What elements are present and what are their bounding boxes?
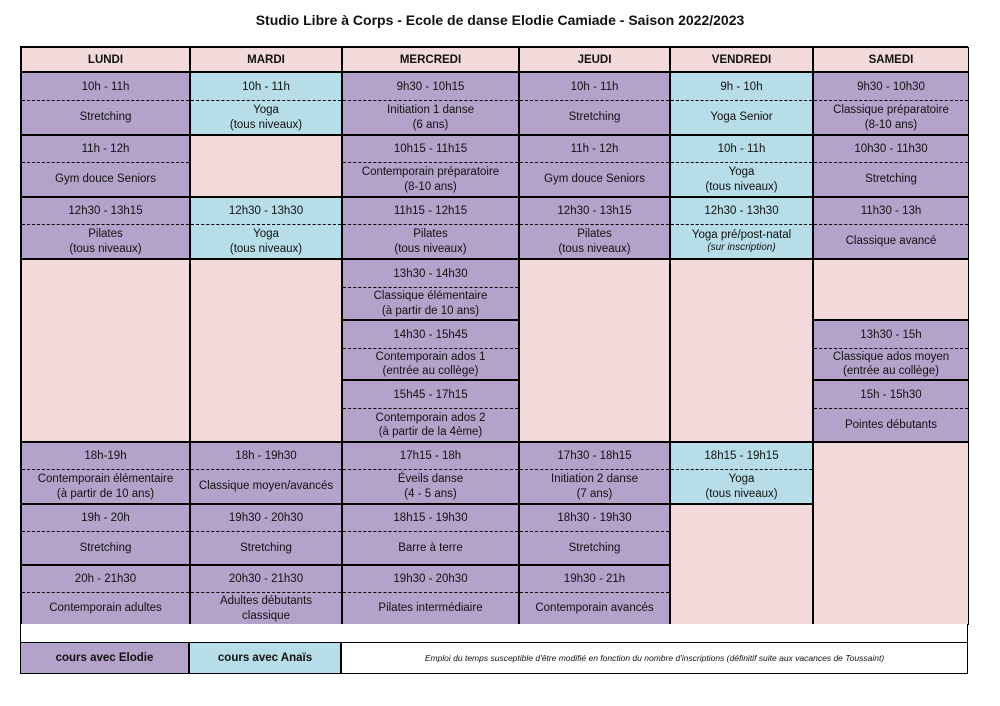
course-name: Initiation 2 danse bbox=[551, 473, 638, 486]
course-name: Pilates bbox=[413, 228, 448, 241]
course-name: Adultes débutants bbox=[219, 595, 313, 608]
course-name: Stretching bbox=[79, 541, 132, 554]
course-time: 17h15 - 18h bbox=[343, 443, 518, 470]
course-time: 9h30 - 10h30 bbox=[814, 73, 968, 101]
course-block bbox=[670, 72, 813, 135]
course-block bbox=[342, 320, 519, 380]
course-info bbox=[343, 349, 518, 379]
course-note: (tous niveaux) bbox=[394, 242, 467, 255]
course-time: 10h - 11h bbox=[22, 73, 189, 101]
empty-cell bbox=[670, 504, 813, 625]
course-note: (tous niveaux) bbox=[558, 242, 631, 255]
course-time: 10h15 - 11h15 bbox=[343, 136, 518, 163]
legend-anais: cours avec Anaïs bbox=[189, 642, 341, 674]
course-block bbox=[342, 72, 519, 135]
course-name: Yoga Senior bbox=[710, 111, 773, 124]
day-header-lundi: LUNDI bbox=[21, 47, 190, 72]
page-title: Studio Libre à Corps - Ecole de danse Elodie Camiade - Saison 2022/2023 bbox=[255, 12, 745, 28]
course-info bbox=[671, 225, 812, 258]
course-block bbox=[21, 442, 190, 504]
course-info bbox=[191, 470, 341, 503]
course-time: 18h15 - 19h15 bbox=[671, 443, 812, 470]
course-time: 19h30 - 20h30 bbox=[343, 566, 518, 593]
course-note: (à partir de la 4ème) bbox=[378, 426, 483, 438]
course-name: Contemporain préparatoire bbox=[361, 166, 500, 179]
course-time: 11h15 - 12h15 bbox=[343, 198, 518, 225]
course-info bbox=[343, 288, 518, 319]
course-block bbox=[342, 135, 519, 197]
course-name: Classique préparatoire bbox=[833, 104, 949, 117]
course-time: 11h30 - 13h bbox=[814, 198, 968, 225]
course-time: 10h - 11h bbox=[520, 73, 669, 101]
course-info bbox=[520, 532, 669, 564]
course-name: Yoga bbox=[728, 473, 755, 486]
course-note: (8-10 ans) bbox=[864, 118, 918, 131]
course-info bbox=[22, 225, 189, 258]
course-block bbox=[190, 565, 342, 625]
empty-cell bbox=[190, 259, 342, 442]
day-header-mercredi: MERCREDI bbox=[342, 47, 519, 72]
course-name: Contemporain ados 2 bbox=[375, 411, 486, 424]
empty-cell bbox=[21, 259, 190, 442]
course-info bbox=[520, 163, 669, 196]
course-block bbox=[190, 72, 342, 135]
course-name: Contemporain adultes bbox=[49, 602, 162, 615]
course-name: Yoga bbox=[253, 228, 279, 241]
course-info bbox=[814, 163, 968, 196]
course-time: 20h30 - 21h30 bbox=[191, 566, 341, 593]
course-block bbox=[670, 442, 813, 504]
course-name: Classique moyen/avancés bbox=[198, 480, 334, 493]
course-time: 20h - 21h30 bbox=[22, 566, 189, 593]
course-block bbox=[190, 197, 342, 259]
course-block bbox=[670, 197, 813, 259]
course-time: 17h30 - 18h15 bbox=[520, 443, 669, 470]
course-time: 13h30 - 14h30 bbox=[343, 260, 518, 288]
course-note: classique bbox=[242, 609, 290, 622]
course-block bbox=[21, 72, 190, 135]
empty-cell bbox=[670, 259, 813, 442]
course-info bbox=[671, 470, 812, 503]
course-info bbox=[22, 470, 189, 503]
course-block bbox=[519, 442, 670, 504]
course-name: Stretching bbox=[79, 111, 132, 124]
course-name: Pilates bbox=[88, 228, 123, 241]
course-name: Éveils danse bbox=[397, 473, 464, 486]
legend-elodie: cours avec Elodie bbox=[20, 642, 189, 674]
course-time: 18h30 - 19h30 bbox=[520, 505, 669, 532]
course-name: Yoga bbox=[253, 104, 279, 117]
course-time: 10h30 - 11h30 bbox=[814, 136, 968, 163]
course-info bbox=[520, 101, 669, 134]
course-info bbox=[814, 349, 968, 379]
course-block bbox=[21, 504, 190, 565]
course-block bbox=[519, 504, 670, 565]
course-info bbox=[22, 593, 189, 624]
course-time: 13h30 - 15h bbox=[814, 321, 968, 349]
course-block bbox=[342, 380, 519, 442]
course-name: Stretching bbox=[240, 541, 292, 554]
course-info bbox=[22, 532, 189, 564]
course-name: Yoga bbox=[728, 166, 755, 179]
course-block bbox=[813, 197, 969, 259]
course-name: Contemporain avancés bbox=[535, 602, 654, 615]
course-block bbox=[21, 197, 190, 259]
course-name: Classique élémentaire bbox=[373, 290, 488, 303]
course-time: 11h - 12h bbox=[520, 136, 669, 163]
course-info bbox=[671, 163, 812, 196]
course-time: 18h15 - 19h30 bbox=[343, 505, 518, 532]
course-info bbox=[671, 101, 812, 134]
course-block bbox=[519, 135, 670, 197]
course-time: 14h30 - 15h45 bbox=[343, 321, 518, 349]
course-info bbox=[520, 225, 669, 258]
course-note: (8-10 ans) bbox=[404, 180, 457, 193]
empty-cell bbox=[519, 259, 670, 442]
course-info bbox=[343, 409, 518, 441]
course-time: 15h - 15h30 bbox=[814, 381, 968, 409]
course-name: Pilates intermédiaire bbox=[378, 602, 483, 615]
course-time: 18h - 19h30 bbox=[191, 443, 341, 470]
course-info bbox=[343, 470, 518, 503]
course-name: Stretching bbox=[865, 173, 917, 186]
course-name: Classique avancé bbox=[845, 235, 937, 248]
course-info bbox=[814, 409, 968, 441]
course-note: (entrée au collège) bbox=[843, 365, 939, 377]
course-info bbox=[191, 532, 341, 564]
course-note: (tous niveaux) bbox=[705, 487, 778, 500]
course-name: Barre à terre bbox=[398, 541, 463, 554]
course-block bbox=[813, 380, 969, 442]
course-time: 18h-19h bbox=[22, 443, 189, 470]
course-info bbox=[343, 593, 518, 624]
course-info bbox=[191, 225, 341, 258]
course-block bbox=[813, 72, 969, 135]
course-time: 12h30 - 13h30 bbox=[191, 198, 341, 225]
course-name: Classique ados moyen bbox=[832, 350, 950, 363]
course-name: Stretching bbox=[568, 111, 621, 124]
course-info bbox=[814, 101, 968, 134]
course-block bbox=[813, 135, 969, 197]
course-note: (4 - 5 ans) bbox=[404, 487, 457, 500]
spacer-row bbox=[20, 624, 968, 642]
course-block bbox=[342, 197, 519, 259]
day-header-jeudi: JEUDI bbox=[519, 47, 670, 72]
course-note: (tous niveaux) bbox=[69, 242, 142, 255]
course-name: Stretching bbox=[568, 541, 621, 554]
course-note: (à partir de 10 ans) bbox=[381, 304, 480, 317]
course-name: Gym douce Seniors bbox=[544, 173, 645, 186]
course-time: 15h45 - 17h15 bbox=[343, 381, 518, 409]
course-info bbox=[343, 225, 518, 258]
course-time: 10h - 11h bbox=[191, 73, 341, 101]
course-block bbox=[519, 197, 670, 259]
course-note: (tous niveaux) bbox=[705, 180, 778, 193]
course-block bbox=[190, 504, 342, 565]
course-name: Pilates bbox=[577, 228, 612, 241]
course-time: 12h30 - 13h15 bbox=[22, 198, 189, 225]
course-block bbox=[519, 565, 670, 625]
course-time: 12h30 - 13h15 bbox=[520, 198, 669, 225]
course-block bbox=[519, 72, 670, 135]
course-time: 19h30 - 21h bbox=[520, 566, 669, 593]
course-block bbox=[342, 442, 519, 504]
course-name: Contemporain élémentaire bbox=[37, 473, 174, 486]
course-note: (tous niveaux) bbox=[229, 118, 303, 131]
course-info bbox=[343, 101, 518, 134]
course-name: Initiation 1 danse bbox=[387, 104, 474, 117]
course-block bbox=[190, 442, 342, 504]
course-info bbox=[191, 101, 341, 134]
course-info bbox=[814, 225, 968, 258]
day-header-samedi: SAMEDI bbox=[813, 47, 969, 72]
course-note: (entrée au collège) bbox=[382, 365, 479, 377]
course-info bbox=[22, 101, 189, 134]
course-note: (sur inscription) bbox=[707, 242, 776, 254]
course-name: Pointes débutants bbox=[844, 418, 938, 431]
course-note: (tous niveaux) bbox=[229, 242, 303, 255]
course-time: 10h - 11h bbox=[671, 136, 812, 163]
course-time: 12h30 - 13h30 bbox=[671, 198, 812, 225]
course-info bbox=[343, 532, 518, 564]
course-block bbox=[342, 259, 519, 320]
empty-cell bbox=[813, 442, 969, 625]
course-note: (6 ans) bbox=[412, 118, 449, 131]
course-block bbox=[813, 320, 969, 380]
course-time: 9h - 10h bbox=[671, 73, 812, 101]
course-time: 9h30 - 10h15 bbox=[343, 73, 518, 101]
course-block bbox=[21, 565, 190, 625]
course-block bbox=[670, 135, 813, 197]
course-name: Yoga pré/post-natal bbox=[691, 229, 792, 242]
day-header-mardi: MARDI bbox=[190, 47, 342, 72]
course-info bbox=[520, 470, 669, 503]
course-note: (à partir de 10 ans) bbox=[56, 487, 155, 500]
day-header-vendredi: VENDREDI bbox=[670, 47, 813, 72]
empty-cell bbox=[190, 135, 342, 197]
course-info bbox=[520, 593, 669, 624]
course-time: 19h30 - 20h30 bbox=[191, 505, 341, 532]
course-name: Contemporain ados 1 bbox=[375, 350, 486, 363]
legend-note: Emploi du temps susceptible d'être modifié en fonction du nombre d'inscriptions (définitif suite aux vacances de Toussaint) bbox=[341, 642, 968, 674]
course-block bbox=[342, 565, 519, 625]
course-time: 11h - 12h bbox=[22, 136, 189, 163]
course-time: 19h - 20h bbox=[22, 505, 189, 532]
course-name: Gym douce Seniors bbox=[55, 173, 156, 186]
course-info bbox=[191, 593, 341, 624]
course-info bbox=[343, 163, 518, 196]
course-block bbox=[21, 135, 190, 197]
schedule-grid bbox=[20, 46, 968, 624]
course-note: (7 ans) bbox=[576, 487, 613, 500]
empty-cell bbox=[813, 259, 969, 320]
course-block bbox=[342, 504, 519, 565]
course-info bbox=[22, 163, 189, 196]
